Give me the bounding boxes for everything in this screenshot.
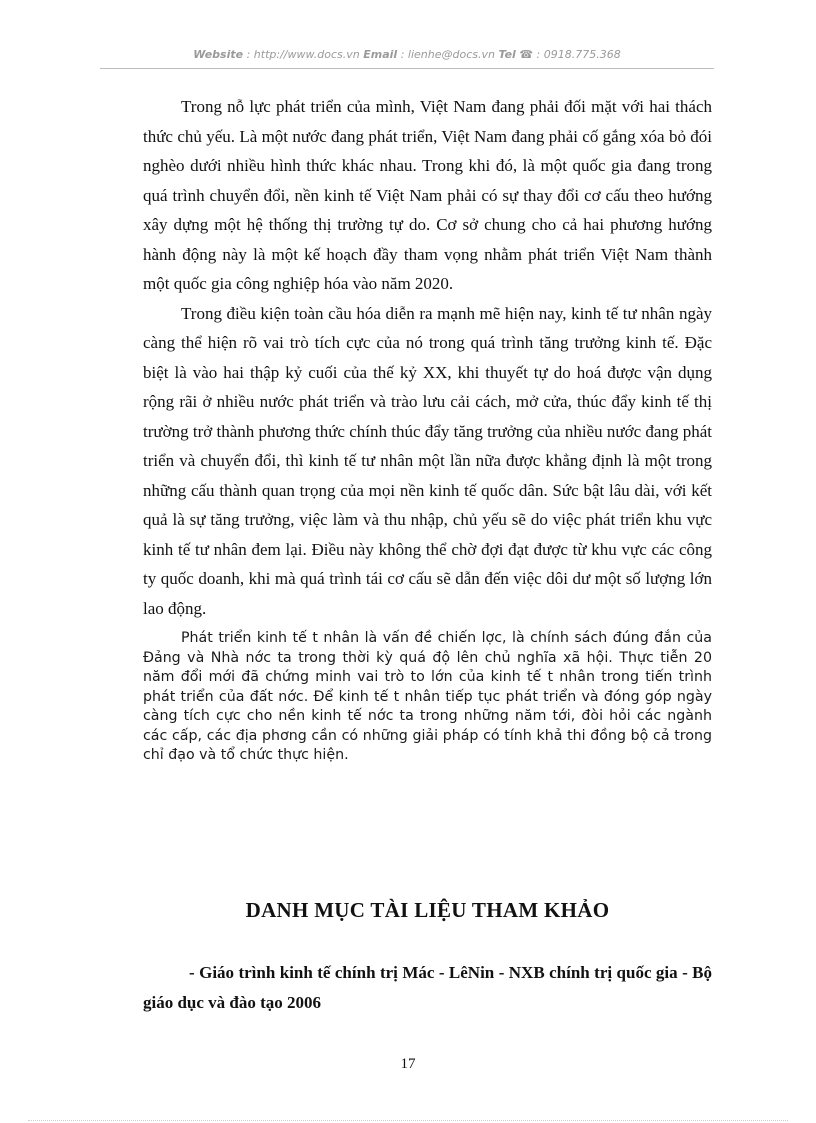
page-number: 17 [400, 1056, 416, 1072]
page-header [100, 46, 714, 69]
phone-icon: ☎ [519, 48, 534, 61]
footer-divider [28, 1120, 788, 1121]
website-label: Website [193, 48, 244, 61]
paragraph: Trong nỗ lực phát triển của mình, Việt Nam đang phải đối mặt với hai thách thức chủ yếu. Là một nước đang phát triển, Việt Nam đang phải cố gắng xóa bỏ đói nghèo dưới nhiều hình thức khác nhau. Trong khi đó, là một quốc gia đang trong quá trình chuyển đổi, nền kinh tế Việt Nam phải có sự thay đổi cơ cấu theo hướng xây dựng một hệ thống thị trường tự do. Cơ sở chung cho cả hai phương hướng hành động này là một kế hoạch đầy tham vọng nhằm phát triển Việt Nam thành một quốc gia công nghiệp hóa vào năm 2020. [143, 97, 712, 293]
reference-item: - Giáo trình kinh tế chính trị Mác - LêNin - NXB chính trị quốc gia - Bộ giáo dục và đào tạo 2006 [143, 963, 712, 1012]
tel-value: : 0918.775.368 [536, 48, 621, 61]
tel-label: Tel [498, 48, 516, 61]
document-body [143, 92, 712, 766]
references-list [143, 958, 712, 1018]
website-value[interactable]: : http://www.docs.vn [246, 48, 360, 61]
paragraph: Trong điều kiện toàn cầu hóa diễn ra mạnh mẽ hiện nay, kinh tế tư nhân ngày càng thể hiện rõ vai trò tích cực của nó trong quá trình tăng trưởng kinh tế. Đặc biệt là vào hai thập kỷ cuối của thế kỷ XX, khi thuyết tự do hoá được vận dụng rộng rãi ở nhiều nước phát triển và trào lưu cải cách, mở cửa, thúc đẩy kinh tế thị trường trở thành phương thức chính thúc đẩy tăng trưởng của nhiều nước đang phát triển và chuyển đổi, thì kinh tế tư nhân một lần nữa được khẳng định là một trong những cấu thành quan trọng của mọi nền kinh tế quốc dân. Sức bật lâu dài, với kết quả là sự tăng trưởng, việc làm và thu nhập, chủ yếu sẽ do việc phát triển khu vực kinh tế tư nhân đem lại. Điều này không thể chờ đợi đạt được từ khu vực các công ty quốc doanh, khi mà quá trình tái cơ cấu sẽ dẫn đến việc dôi dư một số lượng lớn lao động. [143, 303, 712, 618]
email-value[interactable]: : lienhe@docs.vn [400, 48, 495, 61]
paragraph: Phát triển kinh tế t nhân là vấn đề chiến lợc, là chính sách đúng đắn của Đảng và Nhà nớc ta trong thời kỳ quá độ lên chủ nghĩa xã hội. Thực tiễn 20 năm đổi mới đã chứng minh vai trò to lớn của kinh tế t nhân trong tiến trình phát triển của đất nớc. Để kinh tế t nhân tiếp tục phát triển và đóng góp ngày càng tích cực cho nền kinh tế nớc ta trong những năm tới, đòi hỏi các ngành các cấp, các địa phơng cần có những giải pháp có tính khả thi đồng bộ cả trong chỉ đạo và tổ chức thực hiện. [143, 630, 712, 763]
email-label: Email [363, 48, 398, 61]
references-heading: DANH MỤC TÀI LIỆU THAM KHẢO [245, 898, 610, 922]
